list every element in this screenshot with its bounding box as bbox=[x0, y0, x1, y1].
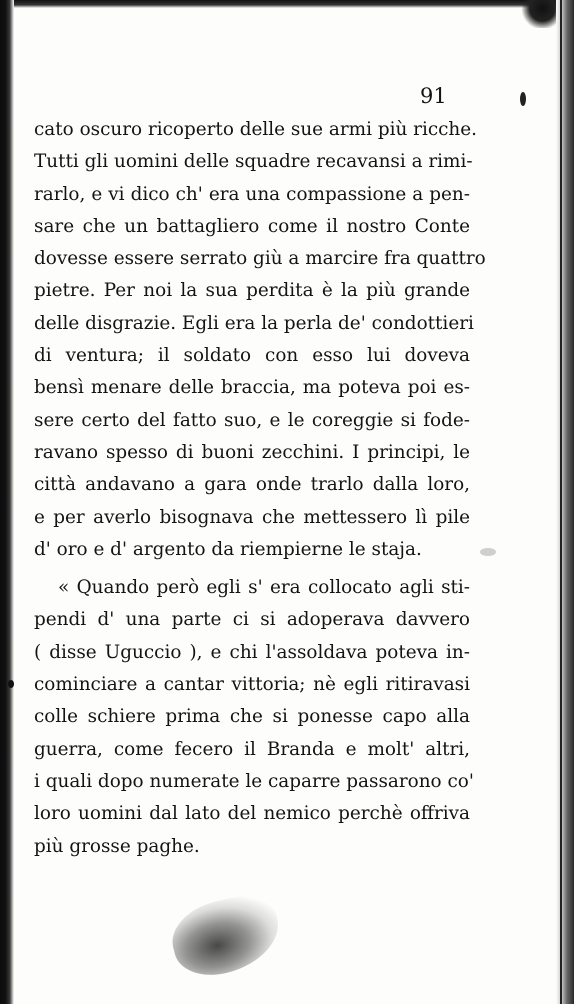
text-line: rarlo, e vi dico ch' era una compassione a pen- bbox=[34, 183, 470, 205]
text-line: di ventura; il soldato con esso lui doveva bbox=[34, 345, 470, 367]
ink-stain bbox=[165, 888, 287, 984]
binding-shadow bbox=[0, 0, 14, 1004]
page-edge-strip bbox=[556, 0, 574, 1004]
page-number: 91 bbox=[420, 84, 447, 108]
scan-top-edge bbox=[0, 0, 574, 8]
text-line: cominciare a cantar vittoria; nè egli ritiravasi bbox=[34, 674, 470, 696]
page-edge-line bbox=[560, 0, 562, 1004]
corner-ink-blot bbox=[522, 0, 556, 28]
text-line: guerra, come fecero il Branda e molt' altri, bbox=[34, 738, 470, 760]
paper-speck bbox=[520, 92, 526, 106]
text-line: i quali dopo numerate le caparre passarono co' bbox=[34, 770, 474, 792]
paper-speck bbox=[480, 548, 496, 556]
text-line: colle schiere prima che si ponesse capo alla bbox=[34, 706, 470, 728]
text-line: cato oscuro ricoperto delle sue armi più ricche. bbox=[34, 119, 478, 140]
text-line: pendi d' una parte ci si adoperava davvero bbox=[34, 609, 470, 631]
text-line: d' oro e d' argento da riempierne le staja. bbox=[34, 538, 422, 560]
text-line: Tutti gli uomini delle squadre recavansi a rimi- bbox=[34, 151, 473, 173]
text-line: sere certo del fatto suo, e le coreggie si fode- bbox=[34, 409, 470, 431]
text-line: ravano spesso di buoni zecchini. I principi, le bbox=[34, 441, 470, 463]
text-line: loro uomini dal lato del nemico perchè offriva bbox=[34, 803, 470, 825]
text-line: e per averlo bisognava che mettessero lì pile bbox=[34, 506, 470, 528]
text-line: sare che un battagliero come il nostro Conte bbox=[34, 215, 470, 237]
text-line: più grosse paghe. bbox=[34, 835, 200, 857]
text-line: dovesse essere serrato giù a marcire fra quattro bbox=[34, 248, 486, 270]
text-line: ( disse Uguccio ), e chi l'assoldava poteva in- bbox=[34, 641, 470, 663]
text-line: « Quando però egli s' era collocato agli sti- bbox=[58, 577, 470, 599]
body-text bbox=[34, 114, 486, 863]
text-line: pietre. Per noi la sua perdita è la più grande bbox=[34, 280, 470, 302]
text-line: città andavano a gara onde trarlo dalla loro, bbox=[34, 474, 470, 496]
text-line: delle disgrazie. Egli era la perla de' condottieri bbox=[34, 312, 474, 334]
text-line: bensì menare delle braccia, ma poteva poi es- bbox=[34, 377, 470, 399]
paper-speck bbox=[8, 680, 14, 688]
